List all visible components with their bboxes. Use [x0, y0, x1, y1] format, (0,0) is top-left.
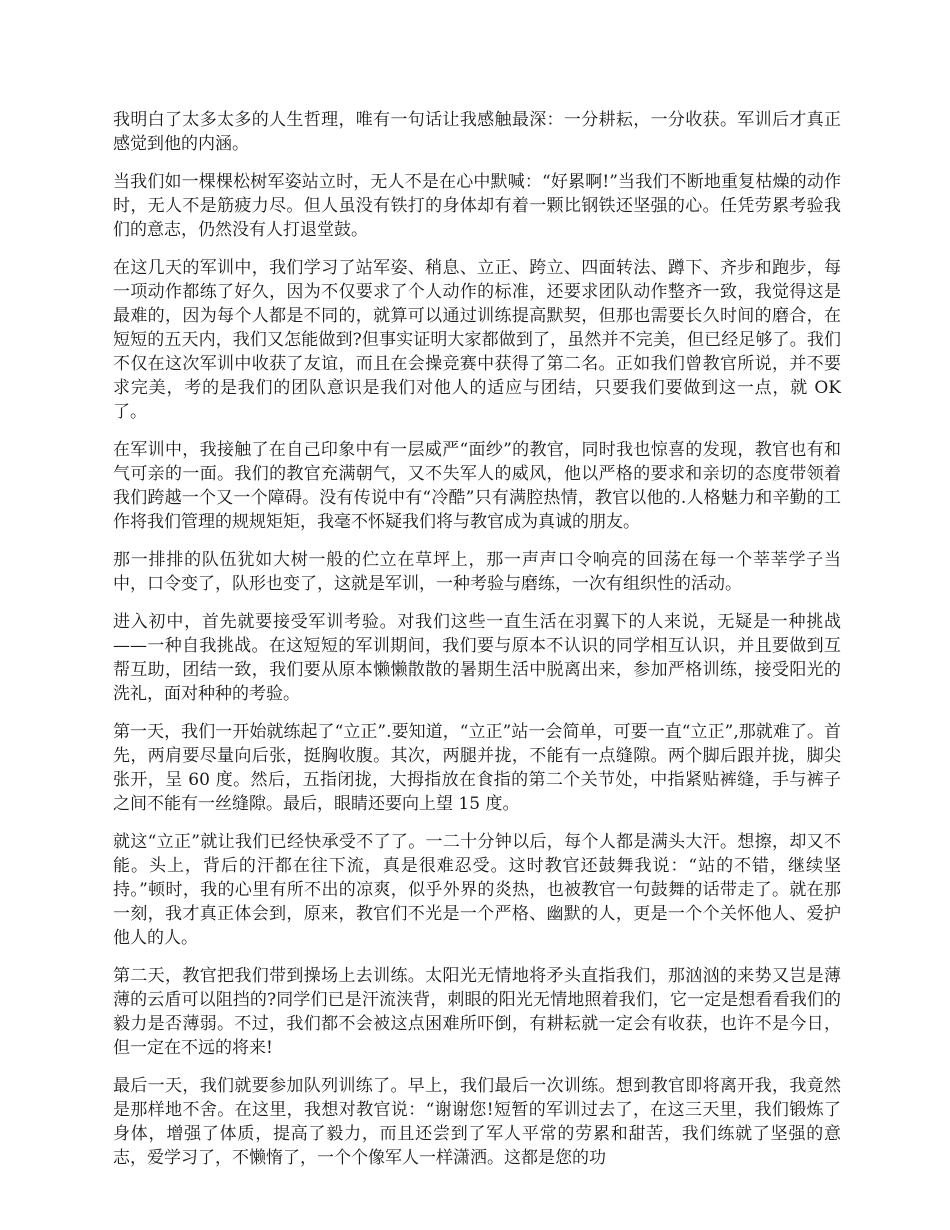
- paragraph-6: 进入初中，首先就要接受军训考验。对我们这些一直生活在羽翼下的人来说，无疑是一种挑战——一种自我挑战。在这短短的军训期间，我们要与原本不认识的同学相互认识，并且要做到互帮互助，团结一致，我们要从原本懒懒散散的暑期生活中脱离出来，参加严格训练，接受阳光的洗礼，面对种种的考验。: [113, 612, 841, 704]
- paragraph-5: 那一排排的队伍犹如大树一般的伫立在草坪上，那一声声口令响亮的回荡在每一个莘莘学子当中，口令变了，队形也变了，这就是军训，一种考验与磨练，一次有组织性的活动。: [113, 550, 841, 594]
- paragraph-3: 在这几天的军训中，我们学习了站军姿、稍息、立正、跨立、四面转法、蹲下、齐步和跑步，每一项动作都练了好久，因为不仅要求了个人动作的标准，还要求团队动作整齐一致，我觉得这是最难的，因为每个人都是不同的，就算可以通过训练提高默契，但那也需要长久时间的磨合，在短短的五天内，我们又怎能做到?但事实证明大家都做到了，虽然并不完美，但已经足够了。我们不仅在这次军训中收获了友谊，而且在会操竞赛中获得了第二名。正如我们曾教官所说，并不要求完美，考的是我们的团队意识是我们对他人的适应与团结，只要我们要做到这一点，就 OK 了。: [113, 258, 841, 422]
- paragraph-10: 最后一天，我们就要参加队列训练了。早上，我们最后一次训练。想到教官即将离开我，我竟然是那样地不舍。在这里，我想对教官说：“谢谢您!短暂的军训过去了，在这三天里，我们锻炼了身体，增强了体质，提高了毅力，而且还尝到了军人平常的劳累和甜苦，我们练就了坚强的意志，爱学习了，不懒惰了，一个个像军人一样潇洒。这都是您的功: [113, 1076, 841, 1168]
- paragraph-9: 第二天，教官把我们带到操场上去训练。太阳光无情地将矛头直指我们，那汹汹的来势又岂是薄薄的云盾可以阻挡的?同学们已是汗流浃背，刺眼的阳光无情地照着我们，它一定是想看看我们的毅力是否薄弱。不过，我们都不会被这点困难所吓倒，有耕耘就一定会有收获，也许不是今日，但一定在不远的将来!: [113, 966, 841, 1058]
- paragraph-4: 在军训中，我接触了在自己印象中有一层威严“面纱”的教官，同时我也惊喜的发现，教官也有和气可亲的一面。我们的教官充满朝气，又不失军人的威风，他以严格的要求和亲切的态度带领着我们跨越一个又一个障碍。没有传说中有“冷酷”只有满腔热情，教官以他的.人格魅力和辛勤的工作将我们管理的规规矩矩，我毫不怀疑我们将与教官成为真诚的朋友。: [113, 440, 841, 532]
- paragraph-1: 我明白了太多太多的人生哲理，唯有一句话让我感触最深：一分耕耘，一分收获。军训后才真正感觉到他的内涵。: [113, 110, 841, 154]
- paragraph-8: 就这“立正”就让我们已经快承受不了了。一二十分钟以后，每个人都是满头大汗。想擦，却又不能。头上，背后的汗都在往下流，真是很难忍受。这时教官还鼓舞我说：“站的不错，继续坚持。”顿时，我的心里有所不出的凉爽，似乎外界的炎热，也被教官一句鼓舞的话带走了。就在那一刻，我才真正体会到，原来，教官们不光是一个严格、幽默的人，更是一个个关怀他人、爱护他人的人。: [113, 832, 841, 948]
- document-body: [113, 108, 841, 1184]
- paragraph-7: 第一天，我们一开始就练起了“立正”.要知道，“立正”站一会简单，可要一直“立正”,那就难了。首先，两肩要尽量向后张，挺胸收腹。其次，两腿并拢，不能有一点缝隙。两个脚后跟并拢，脚尖张开，呈 60 度。然后，五指闭拢，大拇指放在食指的第二个关节处，中指紧贴裤缝，手与裤子之间不能有一丝缝隙。最后，眼睛还要向上望 15 度。: [113, 722, 841, 814]
- paragraph-2: 当我们如一棵棵松树军姿站立时，无人不是在心中默喊：“好累啊!”当我们不断地重复枯燥的动作时，无人不是筋疲力尽。但人虽没有铁打的身体却有着一颗比钢铁还坚强的心。任凭劳累考验我们的意志，仍然没有人打退堂鼓。: [113, 172, 841, 240]
